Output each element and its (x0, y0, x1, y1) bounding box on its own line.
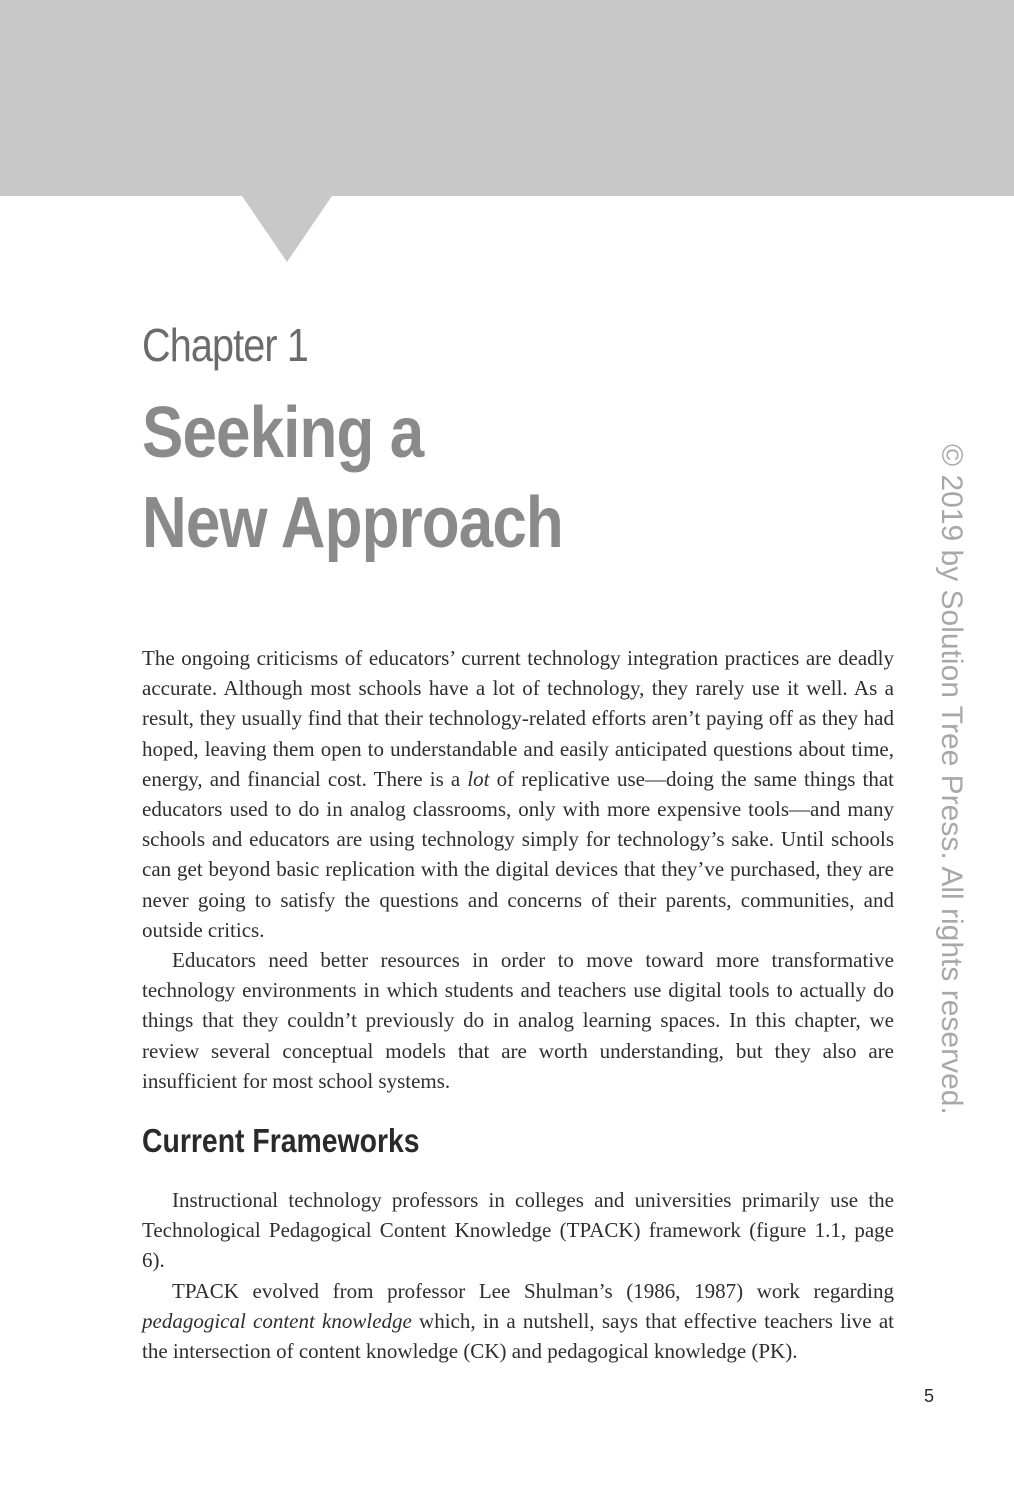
paragraph-text: The ongoing criticisms of educators’ current technology integration practices are deadly accurate. Although most schools have a lot of technology, they rarely use it well. As a result, they usually find that their technology-related efforts aren’t paying off as they had hoped, leaving them open to understandable and easily anticipated questions about time, energy, and financial cost. There is a (142, 646, 894, 791)
paragraph-intro (142, 643, 894, 945)
chapter-title-line-2: New Approach (142, 483, 563, 563)
header-pointer (242, 196, 332, 262)
paragraph-text: TPACK evolved from professor Lee Shulman’s (1986, 1987) work regarding (172, 1279, 894, 1303)
paragraph-tpack-origin (142, 1276, 894, 1367)
header-band (0, 0, 1014, 196)
copyright-watermark: © 2019 by Solution Tree Press. All rights reserved. (935, 444, 968, 1115)
paragraph-tpack-intro (142, 1185, 894, 1276)
page-number: 5 (924, 1386, 935, 1406)
emphasis-text: pedagogical content knowledge (142, 1309, 412, 1334)
chapter-label: Chapter 1 (142, 319, 308, 371)
section-heading: Current Frameworks (142, 1122, 420, 1159)
paragraph-text: of replicative use—doing the same things that educators used to do in analog classrooms, only with more expensive tools—and many schools and educators are using technology simply for technology’s sake. Until schools can get beyond basic replication with the digital devices that they’ve purchased, they are never going to satisfy the questions and concerns of their parents, communities, and outside critics. (142, 766, 894, 942)
paragraph-text: Educators need better resources in order to move toward more transformative technology environments in which students and teachers use digital tools to actually do things that they couldn’t previously do in analog learning spaces. In this chapter, we review several conceptual models that are worth understanding, but they also are insufficient for most school systems. (142, 948, 894, 1093)
emphasis-text: lot (467, 766, 490, 791)
chapter-title (142, 388, 563, 568)
paragraph-text: which, in a nutshell, says that effective teachers live at the intersection of content knowledge (CK) and pedagogical knowledge (PK). (142, 1309, 894, 1364)
paragraph-resources (142, 945, 894, 1096)
paragraph-text: Instructional technology professors in colleges and universities primarily use the Technological Pedagogical Content Knowledge (TPACK) framework (figure 1.1, page 6). (142, 1188, 894, 1273)
chapter-title-line-1: Seeking a (142, 393, 424, 473)
